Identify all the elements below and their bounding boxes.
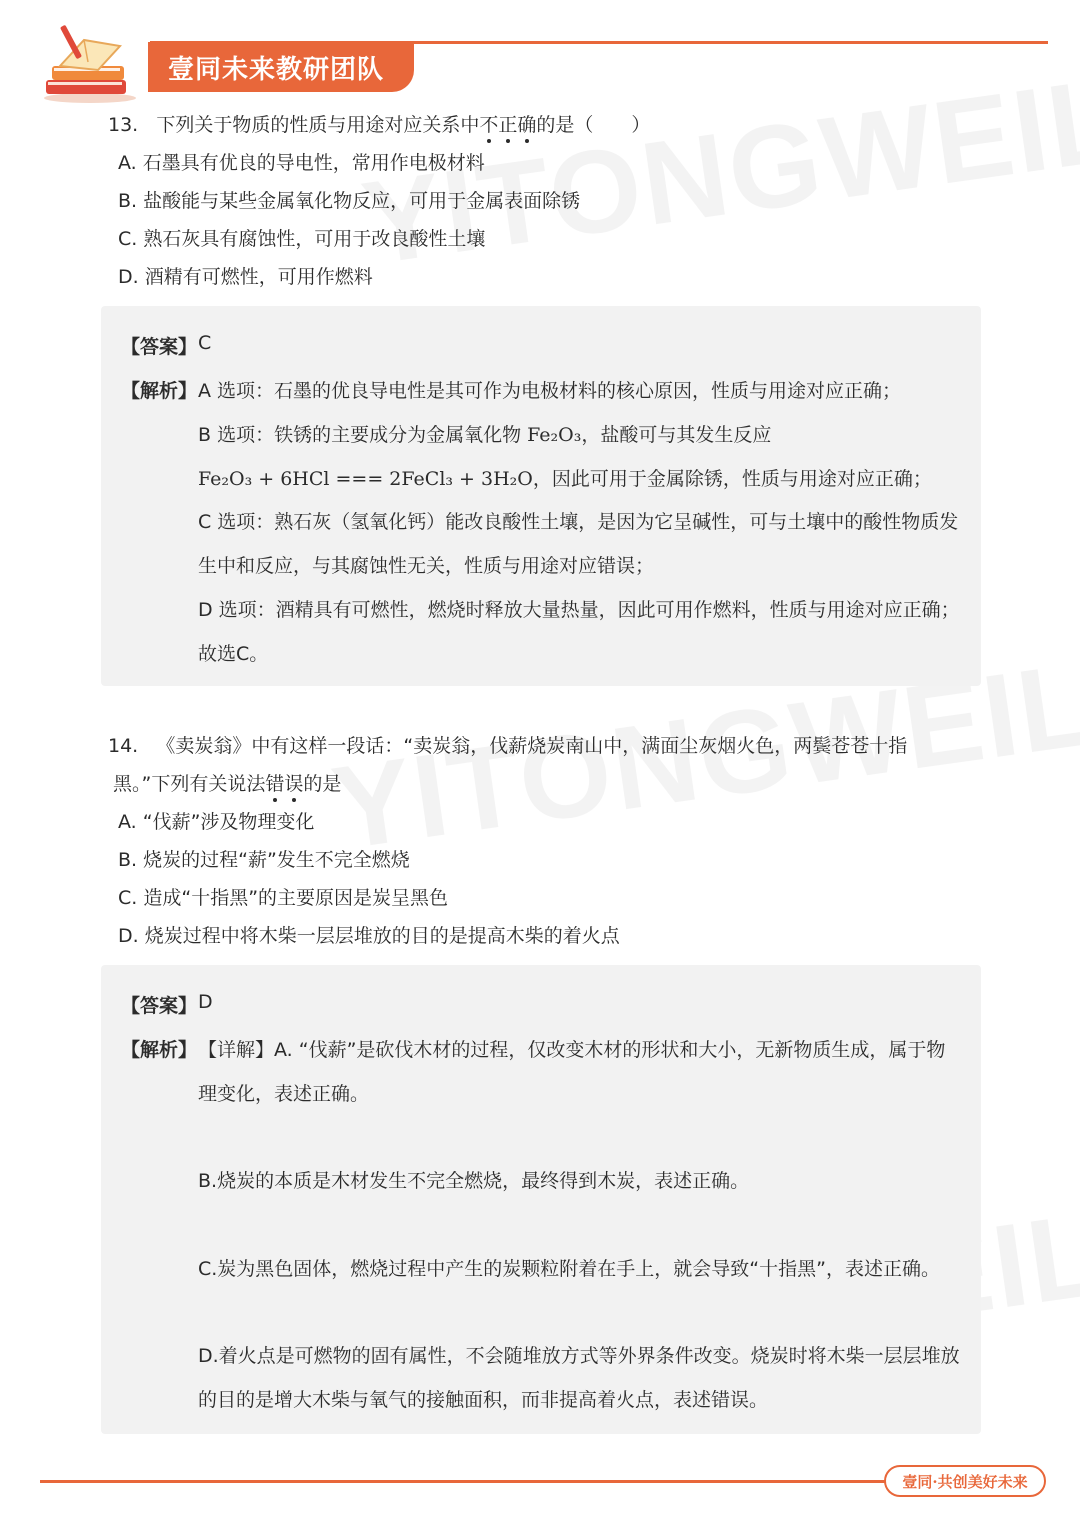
question-number: 14. [108, 735, 139, 757]
analysis-b-line2: Fe₂O₃ + 6HCl === 2FeCl₃ + 3H₂O，因此可用于金属除锈，性质与用途对应正确； [198, 468, 932, 490]
formula-fe2o3: Fe₂O₃ [527, 424, 582, 446]
team-name: 壹同未来教研团队 [168, 54, 385, 85]
emphasis-char: 误 [284, 769, 303, 796]
analysis-conclusion: 故选C。 [198, 643, 269, 665]
analysis-a: A 选项：石墨的优良导电性是其可作为电极材料的核心原因，性质与用途对应正确； [198, 380, 902, 402]
option-a: A. 石墨具有优良的导电性，常用作电极材料 [118, 152, 485, 174]
analysis-label: 【解析】 [121, 380, 198, 402]
answer-value: D [198, 991, 213, 1013]
analysis-c: C.炭为黑色固体，燃烧过程中产生的炭颗粒附着在手上，就会导致“十指黑”，表述正确。 [198, 1258, 940, 1280]
emphasis-char: 不 [479, 110, 498, 137]
analysis-d-line1: D.着火点是可燃物的固有属性，不会随堆放方式等外界条件改变。烧炭时将木柴一层层堆放 [198, 1345, 960, 1367]
analysis-d-line2: 的目的是增大木柴与氧气的接触面积，而非提高着火点，表述错误。 [198, 1389, 769, 1411]
footer-badge [884, 1465, 1046, 1497]
question-number: 13. [108, 114, 139, 136]
option-d: D. 烧炭过程中将木柴一层层堆放的目的是提高木柴的着火点 [118, 925, 620, 947]
option-a: A. “伐薪”涉及物理变化 [118, 811, 315, 833]
answer-box-13 [101, 306, 981, 686]
emphasis-char: 正 [498, 110, 517, 137]
answer-label: 【答案】 [121, 995, 198, 1017]
option-c: C. 造成“十指黑”的主要原因是炭呈黑色 [118, 887, 449, 909]
option-b: B. 烧炭的过程“薪”发生不完全燃烧 [118, 849, 410, 871]
emphasis-char: 错 [265, 769, 284, 796]
question-13-stem: 13. 下列关于物质的性质与用途对应关系中不正确的是（ ） [108, 110, 650, 137]
emphasis-char: 确 [517, 110, 536, 137]
answer-box-14 [101, 965, 981, 1434]
option-c: C. 熟石灰具有腐蚀性，可用于改良酸性土壤 [118, 228, 486, 250]
question-14-stem-line2: 黑。”下列有关说法错误的是 [113, 769, 341, 796]
analysis-c-line1: C 选项：熟石灰（氢氧化钙）能改良酸性土壤，是因为它呈碱性，可与土壤中的酸性物质发 [198, 511, 959, 533]
analysis-b-line1: B 选项：铁锈的主要成分为金属氧化物 Fe₂O₃，盐酸可与其发生反应 [198, 424, 772, 446]
analysis-c-line2: 生中和反应，与其腐蚀性无关，性质与用途对应错误； [198, 555, 655, 577]
answer-value: C [198, 332, 212, 354]
analysis-a-line1: 【详解】A. “伐薪”是砍伐木材的过程，仅改变木材的形状和大小，无新物质生成，属于物 [198, 1039, 946, 1061]
analysis-d: D 选项：酒精具有可燃性，燃烧时释放大量热量，因此可用作燃料，性质与用途对应正确； [198, 599, 960, 621]
footer-slogan: 壹同·共创美好未来 [902, 1472, 1028, 1491]
analysis-a-line2: 理变化，表述正确。 [198, 1083, 370, 1105]
analysis-label: 【解析】 [121, 1039, 198, 1061]
option-b: B. 盐酸能与某些金属氧化物反应，可用于金属表面除锈 [118, 190, 581, 212]
books-logo-icon [38, 22, 138, 104]
answer-label: 【答案】 [121, 336, 198, 358]
team-banner [148, 42, 414, 92]
footer-rule [40, 1480, 885, 1483]
option-d: D. 酒精有可燃性，可用作燃料 [118, 266, 373, 288]
analysis-b: B.烧炭的本质是木材发生不完全燃烧，最终得到木炭，表述正确。 [198, 1170, 750, 1192]
reaction-equation: Fe₂O₃ + 6HCl === 2FeCl₃ + 3H₂O [198, 468, 533, 490]
question-14-stem-line1: 14. 《卖炭翁》中有这样一段话：“卖炭翁，伐薪烧炭南山中，满面尘灰烟火色，两鬓苍苍十指 [108, 735, 908, 757]
